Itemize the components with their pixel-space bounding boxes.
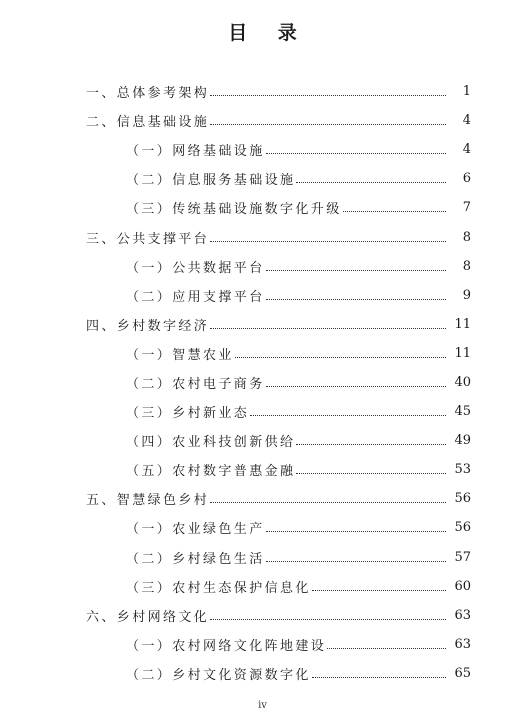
toc-dot-leader [266,153,446,154]
toc-entry-label: 三、公共支撑平台 [86,231,210,247]
toc-dot-leader [327,648,446,649]
toc-dot-leader [210,124,446,125]
toc-dot-leader [235,357,446,358]
toc-entry-label: （一）农业绿色生产 [126,522,265,538]
toc-dot-leader [210,502,446,503]
table-of-contents [0,77,525,688]
toc-page-number: 11 [454,345,471,361]
toc-page-number: 1 [462,84,471,100]
toc-entry-label: 一、总体参考架构 [86,86,210,102]
toc-page-number: 4 [462,142,471,158]
toc-entry-label: （二）乡村文化资源数字化 [126,667,311,683]
toc-page-number: 65 [454,665,471,681]
toc-section-entry[interactable] [0,659,525,688]
toc-entry-label: （二）农村电子商务 [126,376,265,392]
toc-dot-leader [210,619,446,620]
toc-page-number: 9 [462,287,471,303]
toc-entry-label: （一）网络基础设施 [126,144,265,160]
page-title: 目 录 [228,22,309,44]
toc-section-entry[interactable] [0,455,525,484]
toc-dot-leader [210,95,446,96]
toc-entry-label: （二）应用支撑平台 [126,289,265,305]
toc-page-number: 63 [454,636,471,652]
toc-chapter-entry[interactable] [0,484,525,513]
toc-dot-leader [266,561,446,562]
toc-entry-label: （三）农村生态保护信息化 [126,580,311,596]
toc-dot-leader [266,299,446,300]
toc-dot-leader [210,328,446,329]
toc-section-entry[interactable] [0,513,525,542]
toc-entry-label: 六、乡村网络文化 [86,609,210,625]
toc-section-entry[interactable] [0,572,525,601]
toc-section-entry[interactable] [0,543,525,572]
toc-dot-leader [296,182,446,183]
toc-dot-leader [250,415,446,416]
toc-section-entry[interactable] [0,339,525,368]
toc-entry-label: （三）乡村新业态 [126,406,250,422]
toc-page-number: 8 [462,258,471,274]
toc-entry-label: （三）传统基础设施数字化升级 [126,202,342,218]
toc-entry-label: （二）乡村绿色生活 [126,551,265,567]
toc-section-entry[interactable] [0,135,525,164]
page-number-footer: iv [258,700,267,711]
toc-dot-leader [210,241,446,242]
toc-section-entry[interactable] [0,397,525,426]
toc-chapter-entry[interactable] [0,310,525,339]
toc-entry-label: 五、智慧绿色乡村 [86,493,210,509]
toc-section-entry[interactable] [0,368,525,397]
toc-page-number: 6 [462,171,471,187]
toc-section-entry[interactable] [0,164,525,193]
toc-dot-leader [266,531,446,532]
toc-section-entry[interactable] [0,281,525,310]
toc-chapter-entry[interactable] [0,106,525,135]
toc-chapter-entry[interactable] [0,77,525,106]
toc-section-entry[interactable] [0,630,525,659]
toc-page-number: 7 [462,200,471,216]
toc-entry-label: （二）信息服务基础设施 [126,173,296,189]
toc-page-number: 40 [454,374,471,390]
toc-dot-leader [312,677,446,678]
toc-page-number: 4 [462,113,471,129]
toc-page-number: 60 [454,578,471,594]
toc-entry-label: （一）智慧农业 [126,347,234,363]
toc-entry-label: （五）农村数字普惠金融 [126,464,296,480]
toc-entry-label: （一）公共数据平台 [126,260,265,276]
toc-section-entry[interactable] [0,193,525,222]
toc-dot-leader [312,590,446,591]
toc-dot-leader [296,473,446,474]
toc-dot-leader [296,444,446,445]
toc-page-number: 49 [454,433,471,449]
toc-page-number: 56 [454,520,471,536]
toc-entry-label: 四、乡村数字经济 [86,318,210,334]
toc-section-entry[interactable] [0,426,525,455]
toc-chapter-entry[interactable] [0,222,525,251]
toc-page-number: 53 [454,462,471,478]
toc-chapter-entry[interactable] [0,601,525,630]
toc-page-number: 8 [462,229,471,245]
toc-page-number: 11 [454,316,471,332]
toc-entry-label: （一）农村网络文化阵地建设 [126,638,327,654]
toc-page-number: 63 [454,607,471,623]
toc-page-number: 57 [454,549,471,565]
toc-dot-leader [266,270,446,271]
toc-page-number: 45 [454,404,471,420]
toc-entry-label: 二、信息基础设施 [86,115,210,131]
toc-entry-label: （四）农业科技创新供给 [126,435,296,451]
toc-page-number: 56 [454,491,471,507]
toc-dot-leader [266,386,446,387]
toc-dot-leader [343,211,446,212]
toc-section-entry[interactable] [0,252,525,281]
